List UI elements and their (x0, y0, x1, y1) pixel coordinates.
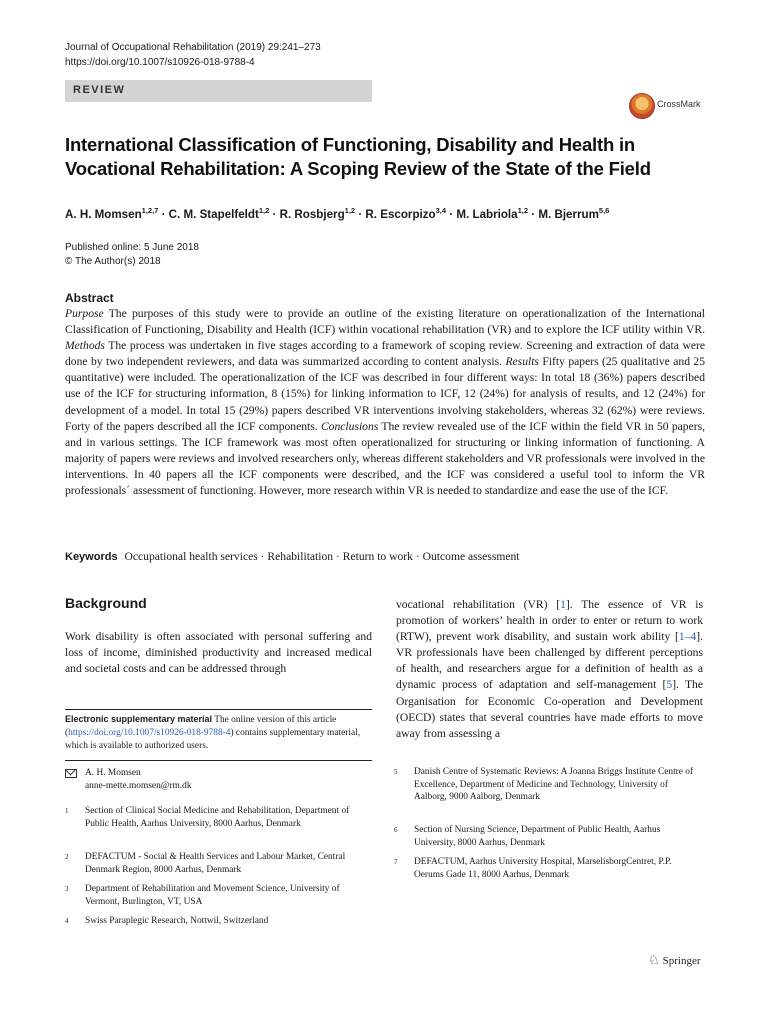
esm-heading: Electronic supplementary material (65, 714, 213, 724)
background-heading: Background (65, 595, 147, 611)
affiliation: 5 Danish Centre of Systematic Reviews: A Joanna Briggs Institute Centre of Excellence, Department of Medicine and Technology, University of Aalborg, 9000 Aalborg, Denmark (394, 767, 694, 803)
publisher-name: Springer (662, 955, 701, 967)
published-date: Published online: 5 June 2018 (65, 242, 199, 253)
springer-horse-icon: ♘ (648, 952, 660, 967)
mail-icon (65, 769, 77, 778)
article-title: International Classification of Functioning, Disability and Health in Vocational Rehabilitation: A Scoping Review of the State of the Field (65, 134, 651, 179)
publication-info (65, 241, 199, 269)
journal-citation: Journal of Occupational Rehabilitation (2019) 29:241–273 (65, 42, 321, 53)
author[interactable]: R. Escorpizo$^{3,4}$ (365, 206, 447, 221)
abstract-methods-label: Methods (65, 339, 105, 353)
crossmark-label: CrossMark (657, 99, 701, 109)
author[interactable]: C. M. Stapelfeldt$^{1,2}$ (168, 206, 270, 221)
divider (65, 760, 372, 761)
crossmark-icon (629, 93, 655, 119)
correspondence (85, 767, 365, 792)
background-col2: vocational rehabilitation (VR) [1]. The essence of VR is promotion of workers’ health in order to enter or return to work (RTW), prevent work disability, and sustain work ability [1–4]. VR professionals have been challenged by different perceptions of health, and researchers argue for a definition of health as a dynamic process of adaptation and self-management [5]. The Organisation for Economic Co-operation and Development (OECD) states that several countries have made efforts to move away from assessing a (396, 598, 703, 740)
abstract-methods: The process was undertaken in five stages according to a framework of scoping review. Screening and extraction of data were done by two independent reviewers, and data was summarized according to content analysis. (65, 339, 705, 369)
background-col1: Work disability is often associated with personal suffering and loss of income, diminished productivity and increased medical and societal costs and can be addressed through (65, 630, 372, 676)
keywords (65, 549, 705, 565)
journal-header (65, 40, 321, 70)
esm-note: Electronic supplementary material The online version of this article (https://doi.org/10.1007/s10926-018-9788-4) contains supplementary material, which is available to authorized users. (65, 714, 361, 751)
author-list: A. H. Momsen$^{1,2,7}$ · C. M. Stapelfeldt$^{1,2}$ · R. Rosbjerg$^{1,2}$ · R. Escorpizo$^{3,4}$ · M. Labriola$^{1,2}$ · M. Bjerrum$^{5,6}$ (65, 206, 610, 221)
affiliation: 7 DEFACTUM, Aarhus University Hospital, MarselisborgCentret, P.P. Oerums Gade 11, 8000 Aarhus, Denmark (394, 857, 672, 880)
keywords-text: Occupational health services · Rehabilitation · Return to work · Outcome assessment (124, 550, 520, 563)
section-label: REVIEW (73, 84, 126, 96)
affiliation: 1 Section of Clinical Social Medicine and Rehabilitation, Department of Public Health, Aarhus University, 8000 Aarhus, Denmark (65, 806, 350, 829)
abstract-conclusions: The review revealed use of the ICF within the field VR in 50 papers, and in various settings. The ICF framework was most often operationalized for structuring or linking information of functioning. A majority of papers were reviews and involved researchers only, whereas different stakeholders and VR professionals were involved in the interventions. In 40 papers all the ICF components were described, and the ICF was considered a useful tool to inform the VR professionals´ assessment of functioning. However, more research within VR is needed to standardize and ease the use of the ICF. (65, 419, 705, 498)
copyright: © The Author(s) 2018 (65, 256, 161, 267)
abstract-purpose: The purposes of this study were to provide an outline of the existing literature on operationalization of the International Classification of Functioning, Disability and Health (ICF) within vocational rehabilitation (VR) and to explore the ICF utility within VR. (65, 307, 705, 337)
affiliation: 4 Swiss Paraplegic Research, Nottwil, Switzerland (65, 916, 269, 926)
abstract-heading: Abstract (65, 291, 114, 305)
journal-doi[interactable]: https://doi.org/10.1007/s10926-018-9788-4 (65, 57, 255, 68)
author[interactable]: R. Rosbjerg$^{1,2}$ (279, 206, 356, 221)
esm-link[interactable]: https://doi.org/10.1007/s10926-018-9788-4 (68, 728, 231, 738)
correspondence-email[interactable]: anne-mette.momsen@rm.dk (85, 780, 192, 791)
crossmark-badge[interactable] (629, 92, 709, 122)
author[interactable]: M. Labriola$^{1,2}$ (456, 206, 529, 221)
affiliation: 2 DEFACTUM - Social & Health Services and Labour Market, Central Denmark Region, 8000 Aarhus, Denmark (65, 852, 346, 875)
abstract-results-label: Results (505, 355, 539, 369)
author[interactable]: M. Bjerrum$^{5,6}$ (538, 206, 610, 221)
affiliation: 3 Department of Rehabilitation and Movement Science, University of Vermont, Burlington, VT, USA (65, 884, 340, 907)
abstract-results: Fifty papers (25 qualitative and 25 quantitative) were included. The operationalization of the ICF was described in four different ways: In total 18 (36%) papers described use of the ICF for structuring information, 8 (15%) for linking information to ICF, 12 (24%) for analysis of results, and 12 (24%) for development of a model. In total 15 (29%) papers described VR interventions involving stakeholders, whereas 32 (62%) were reviews. Forty of the papers described all the ICF components. (65, 355, 705, 433)
section-label-bar (65, 80, 372, 102)
correspondence-name: A. H. Momsen (85, 768, 141, 778)
abstract-conclusions-label: Conclusions (320, 419, 379, 433)
abstract-body (65, 306, 705, 499)
divider (65, 709, 372, 710)
citation-link[interactable]: 5 (666, 678, 673, 692)
citation-link[interactable]: 1 (560, 598, 566, 611)
publisher-logo (648, 952, 701, 968)
affiliation: 6 Section of Nursing Science, Department of Public Health, Aarhus University, 8000 Aarhus, Denmark (394, 825, 661, 848)
keywords-heading: Keywords (65, 551, 118, 563)
author[interactable]: A. H. Momsen$^{1,2,7}$ (65, 206, 159, 221)
abstract-purpose-label: Purpose (65, 307, 104, 320)
citation-link[interactable]: 1–4 (678, 630, 697, 644)
